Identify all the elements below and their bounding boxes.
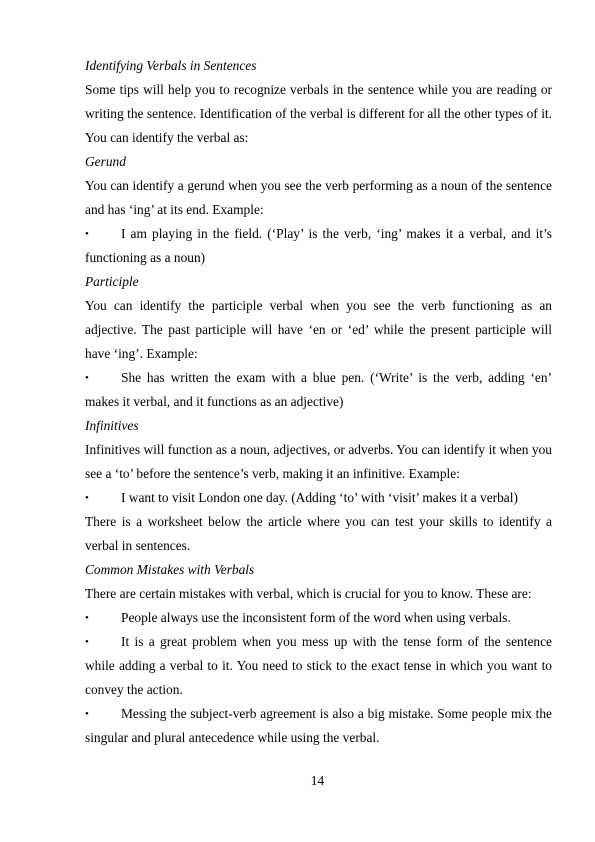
section-heading: Common Mistakes with Verbals (85, 562, 255, 577)
bullet-icon: • (85, 636, 89, 648)
bullet-text: I am playing in the field. (‘Play’ is the verb, ‘ing’ makes it a verbal, and it’s functioning as a noun) (85, 226, 552, 265)
section-heading: Identifying Verbals in Sentences (85, 58, 257, 73)
bullet-icon: • (85, 612, 89, 624)
paragraph: You can identify a gerund when you see the verb performing as a noun of the sentence and has ‘ing’ at its end. Example: (85, 178, 552, 217)
paragraph: Some tips will help you to recognize verbals in the sentence while you are reading or writing the sentence. Identification of the verbal is different for all the other types of it. You can identify the verbal as: (85, 82, 552, 145)
bullet-icon: • (85, 708, 89, 720)
paragraph: You can identify the participle verbal when you see the verb functioning as an adjective. The past participle will have ‘en or ‘ed’ while the present participle will have ‘ing’. Example: (85, 298, 552, 361)
bullet-icon: • (85, 228, 89, 240)
section-heading: Infinitives (85, 418, 139, 433)
bullet-icon: • (85, 372, 89, 384)
paragraph: Infinitives will function as a noun, adjectives, or adverbs. You can identify it when you see a ‘to’ before the sentence’s verb, making it an infinitive. Example: (85, 442, 552, 481)
section-heading: Participle (85, 274, 139, 289)
bullet-item (85, 366, 552, 414)
document-page (85, 54, 552, 750)
page-number: 14 (310, 773, 325, 788)
bullet-text: I want to visit London one day. (Adding ‘to’ with ‘visit’ makes it a verbal) (121, 490, 518, 505)
bullet-icon: • (85, 492, 89, 504)
bullet-text: It is a great problem when you mess up with the tense form of the sentence while adding a verbal to it. You need to stick to the exact tense in which you want to convey the action. (85, 634, 552, 697)
paragraph: There are certain mistakes with verbal, which is crucial for you to know. These are: (85, 586, 532, 601)
bullet-item (85, 606, 552, 630)
bullet-text: She has written the exam with a blue pen. (‘Write’ is the verb, adding ‘en’ makes it verbal, and it functions as an adjective) (85, 370, 552, 409)
bullet-item (85, 630, 552, 702)
bullet-text: People always use the inconsistent form of the word when using verbals. (121, 610, 511, 625)
bullet-item (85, 222, 552, 270)
bullet-text: Messing the subject-verb agreement is also a big mistake. Some people mix the singular and plural antecedence while using the verbal. (85, 706, 552, 745)
bullet-item (85, 486, 552, 510)
bullet-item (85, 702, 552, 750)
paragraph: There is a worksheet below the article where you can test your skills to identify a verbal in sentences. (85, 514, 552, 553)
section-heading: Gerund (85, 154, 126, 169)
